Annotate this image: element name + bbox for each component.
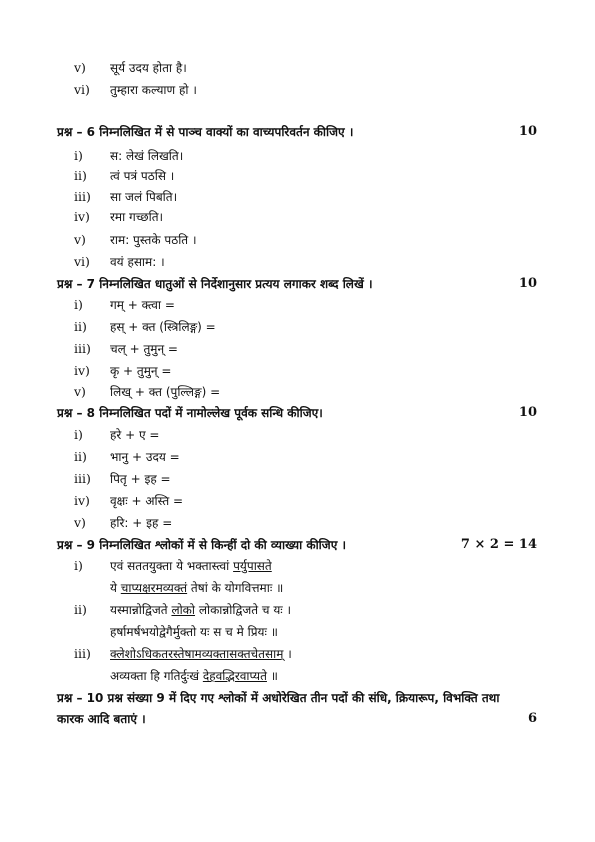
shloka-text: यस्मान्नोद्विजते [110,603,172,617]
item-text: लिख् + क्त (पुल्लिङ्ग) = [110,385,221,399]
shloka-text: । [283,647,292,661]
item-number: vi) [74,254,90,269]
item-number: ii) [74,319,87,334]
shloka-text: तेषां के योगवित्तमाः ॥ [187,581,284,595]
item-number: i) [74,297,83,312]
underlined-word: देहवद्भिरवाप्यते [202,669,267,683]
shloka-text: ॥ [266,669,278,683]
question-title: प्रश्न – 10 प्रश्न संख्या 9 में दिए गए श्लोकों में अधोरेखित तीन पदों की संधि, क्रियारूप, विभक्ति तथा [57,691,500,705]
item-number: v) [74,515,86,530]
question-title: प्रश्न – 9 निम्नलिखित श्लोकों में से किन्हीं दो की व्याख्या कीजिए । [57,538,347,552]
shloka-text: लोकान्नोद्विजते च यः । [195,603,292,617]
item-number: ii) [74,602,87,617]
item-number: i) [74,427,83,442]
underlined-word: पर्युपासते [233,559,272,573]
shloka-text [110,602,291,618]
item-number: i) [74,148,83,163]
question-6-heading [57,124,537,140]
item-text: पितृ + इह = [110,472,171,486]
question-title: प्रश्न – 6 निम्नलिखित में से पाञ्च वाक्यों का वाच्यपरिवर्तन कीजिए । [57,125,354,139]
question-title: प्रश्न – 8 निम्नलिखित पदों में नामोल्लेख पूर्वक सन्धि कीजिए। [57,406,323,420]
question-marks: 10 [518,276,537,291]
underlined-word: चाप्यक्षरमव्यक्तं [120,581,188,595]
item-text: वृक्षः + अस्ति = [110,494,184,508]
question-marks: 7 × 2 = 14 [460,537,537,552]
question-10-heading-cont [57,711,537,727]
item-text: त्वं पत्रं पठसि । [110,169,175,183]
item-text: भानु + उदय = [110,450,180,464]
item-text: कृ + तुमुन् = [110,364,172,378]
item-number: iii) [74,341,91,356]
item-number: iii) [74,646,91,661]
question-marks: 6 [527,711,537,726]
shloka-text: एवं सततयुक्ता ये भक्तास्त्वां [110,559,234,573]
shloka-text: ये [110,581,121,595]
shloka-text [110,558,272,574]
item-number: i) [74,558,83,573]
item-number: vi) [74,82,90,97]
underlined-word: लोको [171,603,196,617]
item-text: हरि: + इह = [110,516,173,530]
question-title: कारक आदि बताएं । [57,712,146,726]
item-number: v) [74,232,86,247]
item-number: ii) [74,168,87,183]
question-title: प्रश्न – 7 निम्नलिखित धातुओं से निर्देशानुसार प्रत्यय लगाकर शब्द लिखें । [57,277,373,291]
question-7-heading [57,276,537,292]
shloka-text [110,646,292,662]
item-text: गम् + क्त्वा = [110,298,175,312]
question-marks: 10 [518,124,537,139]
item-number: iv) [74,493,90,508]
item-text: हरे + ए = [110,428,160,442]
item-text: सा जलं पिबति। [110,190,178,204]
question-8-heading [57,405,537,421]
item-text: वयं हसाम: । [110,255,165,269]
item-text: तुम्हारा कल्याण हो । [110,83,197,97]
item-text: हस् + क्त (स्त्रिलिङ्ग) = [110,320,216,334]
item-text: राम: पुस्तके पठति । [110,233,197,247]
underlined-word: क्लेशोऽधिकतरस्तेषामव्यक्तासक्तचेतसाम् [110,647,284,661]
item-number: iii) [74,189,91,204]
question-10-heading [57,690,537,706]
item-text: स: लेखं लिखति। [110,149,184,163]
item-number: iv) [74,209,90,224]
item-number: v) [74,384,86,399]
item-text: रमा गच्छति। [110,210,164,224]
item-number: iii) [74,471,91,486]
item-text: चल् + तुमुन् = [110,342,178,356]
item-text: सूर्य उदय होता है। [110,61,187,75]
shloka-text: अव्यक्ता हि गतिर्दुःखं [110,669,203,683]
shloka-text [110,668,278,684]
question-marks: 10 [518,405,537,420]
item-number: v) [74,60,86,75]
item-number: iv) [74,363,90,378]
item-number: ii) [74,449,87,464]
question-9-heading [57,537,537,553]
shloka-text [110,580,283,596]
shloka-text: हर्षामर्षभयोद्वेगैर्मुक्तो यः स च मे प्रियः ॥ [110,625,278,639]
